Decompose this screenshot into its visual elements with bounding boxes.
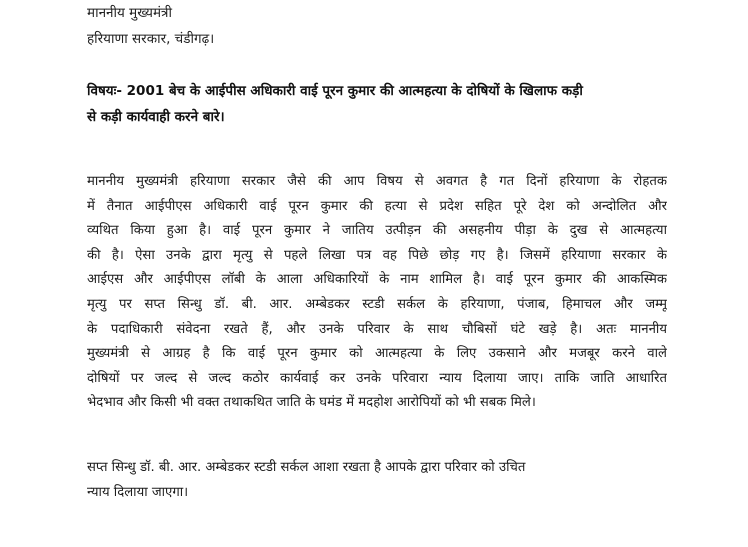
paragraph-line: मुख्यमंत्री से आग्रह है कि वाई पूरन कुमार को आत्महत्या के लिए उकसाने और मजबूर करने वाले	[87, 346, 667, 362]
paragraph-line: व्यथित किया हुआ है। वाई पूरन कुमार ने जातिय उत्पीड़न की असहनीय पीड़ा के दुख से आत्महत्या	[87, 223, 667, 239]
paragraph-line: दोषियों पर जल्द से जल्द कठोर कार्यवाई कर उनके परिवारा न्याय दिलाया जाए। ताकि जाति आधारित	[87, 370, 667, 386]
paragraph-line: न्याय दिलाया जाएगा।	[87, 484, 189, 500]
paragraph-line: भेदभाव और किसी भी वक्त तथाकथित जाति के घमंड में मदहोश आरोपियों को भी सबक मिले।	[87, 395, 536, 411]
paragraph-line: आईएस और आईपीएस लॉबी के आला अधिकारियों के नाम शामिल है। वाई पूरन कुमार की आकस्मिक	[87, 272, 667, 288]
addressee-location: हरियाणा सरकार, चंडीगढ़।	[87, 31, 215, 47]
body-paragraph-1	[87, 170, 667, 416]
paragraph-line: मृत्यु पर सप्त सिन्धु डॉ. बी. आर. अम्बेडकर स्टडी सर्कल के हरियाणा, पंजाब, हिमाचल और जम्मू	[87, 296, 667, 312]
body-paragraph-2	[87, 456, 667, 505]
paragraph-line: के पदाधिकारी संवेदना रखते हैं, और उनके परिवार के साथ चौबिसों घंटे खड़े है। अतः माननीय	[87, 321, 667, 337]
letter-subject	[87, 78, 667, 130]
paragraph-line: में तैनात आईपीएस अधिकारी वाई पूरन कुमार की हत्या से प्रदेश सहित पूरे देश को अन्दोलित और	[87, 198, 667, 214]
paragraph-line: की है। ऐसा उनके द्वारा मृत्यु से पहले लिखा पत्र वह पिछे छोड़ गए है। जिसमें हरियाणा सरकार के	[87, 247, 667, 263]
subject-line-2: से कड़ी कार्यवाही करने बारे।	[87, 109, 225, 125]
subject-line-1: विषयः- 2001 बेच के आईपीस अधिकारी वाई पूरन कुमार की आत्महत्या के दोषियों के खिलाफ कड़ी	[87, 83, 583, 99]
paragraph-line: सप्त सिन्धु डॉ. बी. आर. अम्बेडकर स्टडी सर्कल आशा रखता है आपके द्वारा परिवार को उचित	[87, 460, 526, 475]
addressee-title: माननीय मुख्यमंत्री	[87, 5, 172, 21]
paragraph-line: माननीय मुख्यमंत्री हरियाणा सरकार जैसे की आप विषय से अवगत है गत दिनों हरियाणा के रोहतक	[87, 174, 667, 189]
